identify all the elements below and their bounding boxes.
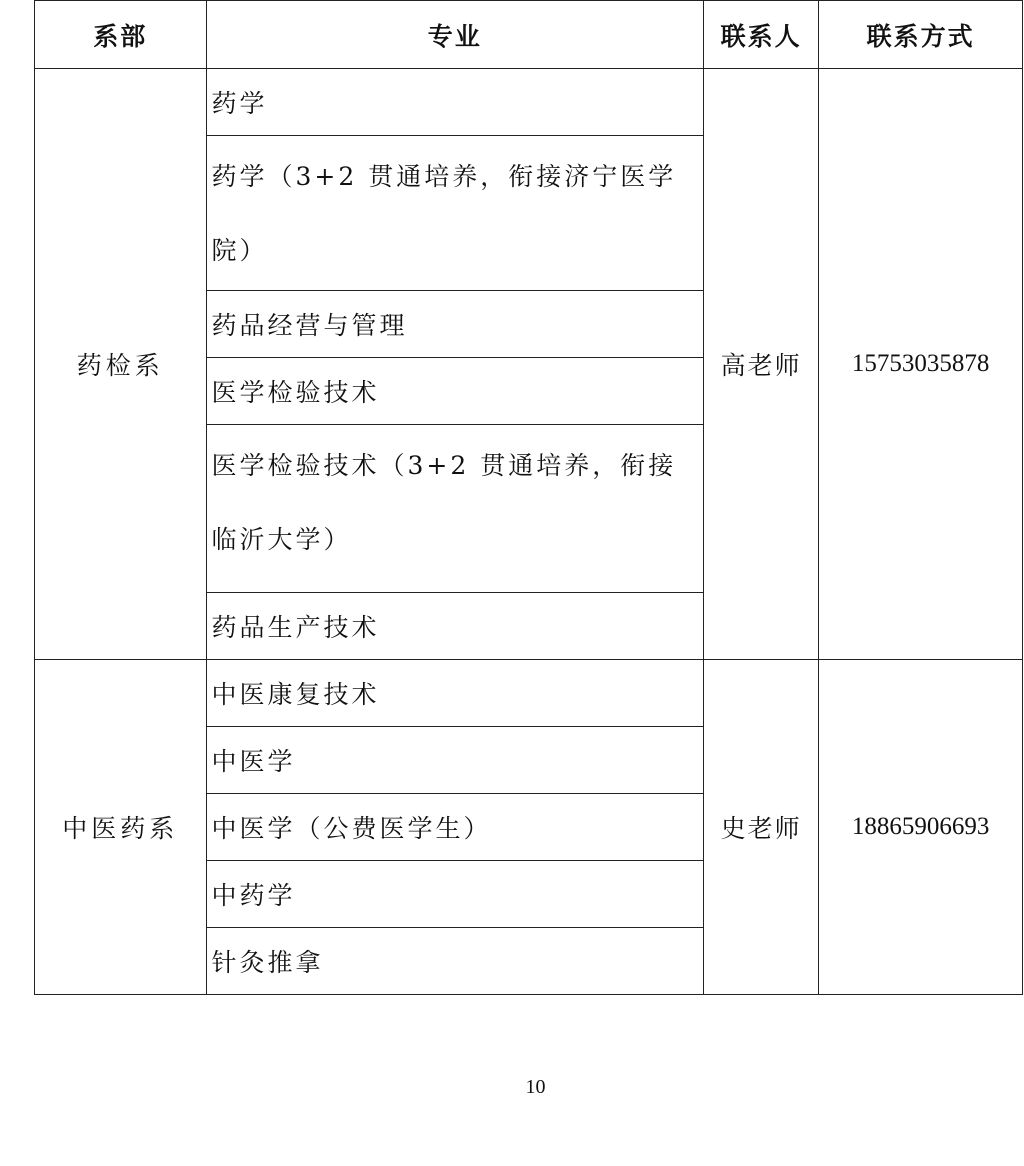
major-item: 药品经营与管理 <box>206 291 704 358</box>
page-number: 10 <box>525 1076 546 1098</box>
header-major: 专业 <box>206 1 704 69</box>
table-row <box>35 660 1023 727</box>
major-item: 中医康复技术 <box>206 660 704 727</box>
major-item: 中医学 <box>206 727 704 794</box>
major-item: 针灸推拿 <box>206 928 704 995</box>
table-row <box>35 69 1023 136</box>
major-item: 中药学 <box>206 861 704 928</box>
table-header-row <box>35 1 1023 69</box>
major-item: 药学（3+2 贯通培养，衔接济宁医学院） <box>206 136 704 291</box>
major-item: 药品生产技术 <box>206 593 704 660</box>
major-item: 药学 <box>206 69 704 136</box>
major-item: 医学检验技术（3+2 贯通培养，衔接临沂大学） <box>206 425 704 593</box>
contact-person: 高老师 <box>704 69 819 660</box>
header-department: 系部 <box>35 1 207 69</box>
major-item: 中医学（公费医学生） <box>206 794 704 861</box>
header-contact: 联系人 <box>704 1 819 69</box>
contact-person: 史老师 <box>704 660 819 995</box>
major-item: 医学检验技术 <box>206 358 704 425</box>
header-phone: 联系方式 <box>819 1 1023 69</box>
contact-phone: 18865906693 <box>819 660 1023 995</box>
department-name: 药检系 <box>35 69 207 660</box>
contact-phone: 15753035878 <box>819 69 1023 660</box>
contact-table <box>34 0 1023 995</box>
department-name: 中医药系 <box>35 660 207 995</box>
